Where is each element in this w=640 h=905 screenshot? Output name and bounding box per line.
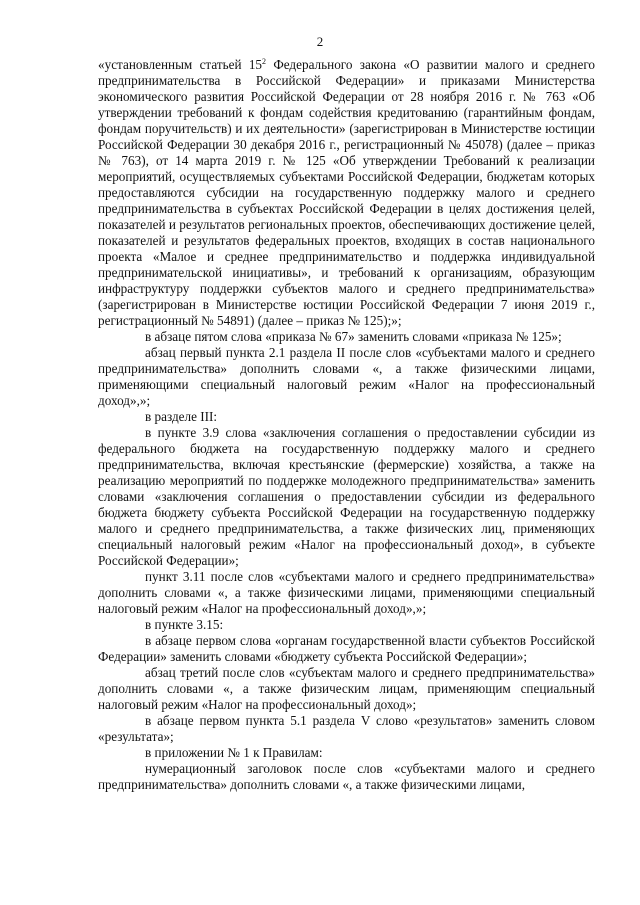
paragraph-7: в пункте 3.15: [145, 617, 224, 632]
paragraph-8: в абзаце первом слова «органам государственной власти субъектов Российской Федерации» заменить словами «бюджету субъекта Российской Федерации»; [98, 633, 595, 664]
paragraph-3: абзац первый пункта 2.1 раздела II после слов «субъектами малого и среднего предпринимательства» дополнить словами «, а также физическими лицами, применяющими специальный налоговый режим «Налог на профессиональный доход»,»; [98, 345, 595, 408]
paragraph-9: абзац третий после слов «субъектам малого и среднего предпринимательства» дополнить словами «, а также физическим лицам, применяющим специальный налоговый режим «Налог на профессиональный доход»; [98, 665, 595, 712]
paragraph-10: в абзаце первом пункта 5.1 раздела V слово «результатов» заменить словом «результата»; [98, 713, 595, 744]
paragraph-1 [98, 57, 595, 329]
paragraph-11: в приложении № 1 к Правилам: [145, 745, 323, 760]
document-body [98, 57, 595, 793]
paragraph-5: в пункте 3.9 слова «заключения соглашения о предоставлении субсидии из федерального бюджета на государственную поддержку малого и среднего предпринимательства, включая крестьянские (фермерские) хозяйства, а также на реализацию мероприятий по поддержке молодежного предпринимательства» заменить словами «заключения соглашения о предоставлении субсидии из федерального бюджета бюджету субъекта Российской Федерации на государственную поддержку малого и среднего предпринимательства, а также физических лиц, применяющих специальный налоговый режим «Налог на профессиональный доход», в субъекте Российской Федерации»; [98, 425, 595, 568]
paragraph-12: нумерационный заголовок после слов «субъектами малого и среднего предпринимательства» дополнить словами «, а также физическими лицами, [98, 761, 595, 792]
paragraph-1-text-a: «установленным статьей 15 [98, 57, 263, 72]
paragraph-6: пункт 3.11 после слов «субъектами малого и среднего предпринимательства» дополнить словами «, а также физическими лицами, применяющими специальный налоговый режим «Налог на профессиональный доход»,»; [98, 569, 595, 616]
paragraph-4: в разделе III: [145, 409, 218, 424]
paragraph-1-text-b: Федерального закона «О развитии малого и среднего предпринимательства в Российской Федерации» и приказами Министерства экономического развития Российской Федерации от 28 ноября 2016 г. № 763 «Об утверждении требований к фондам содействия кредитованию (гарантийным фондам, фондам поручительств) и их деятельности» (зарегистрирован в Министерстве юстиции Российской Федерации 30 декабря 2016 г., регистрационный № 45078) (далее – приказ № 763), от 14 марта 2019 г. № 125 «Об утверждении Требований к реализации мероприятий, осуществляемых субъектами Российской Федерации, бюджетам которых предоставляются субсидии на государственную поддержку малого и среднего предпринимательства в субъектах Российской Федерации в целях достижения целей, показателей и результатов региональных проектов, обеспечивающих достижение целей, показателей и результатов федеральных проектов, входящих в состав национального проекта «Малое и среднее предпринимательство и поддержка индивидуальной предпринимательской инициативы», и требований к организациям, образующим инфраструктуру поддержки субъектов малого и среднего предпринимательства» (зарегистрирован в Министерстве юстиции Российской Федерации 7 июня 2019 г., регистрационный № 54891) (далее – приказ № 125);»; [98, 57, 595, 328]
superscript: 2 [262, 57, 267, 66]
paragraph-2: в абзаце пятом слова «приказа № 67» заменить словами «приказа № 125»; [145, 329, 562, 344]
page-number: 2 [316, 34, 324, 49]
